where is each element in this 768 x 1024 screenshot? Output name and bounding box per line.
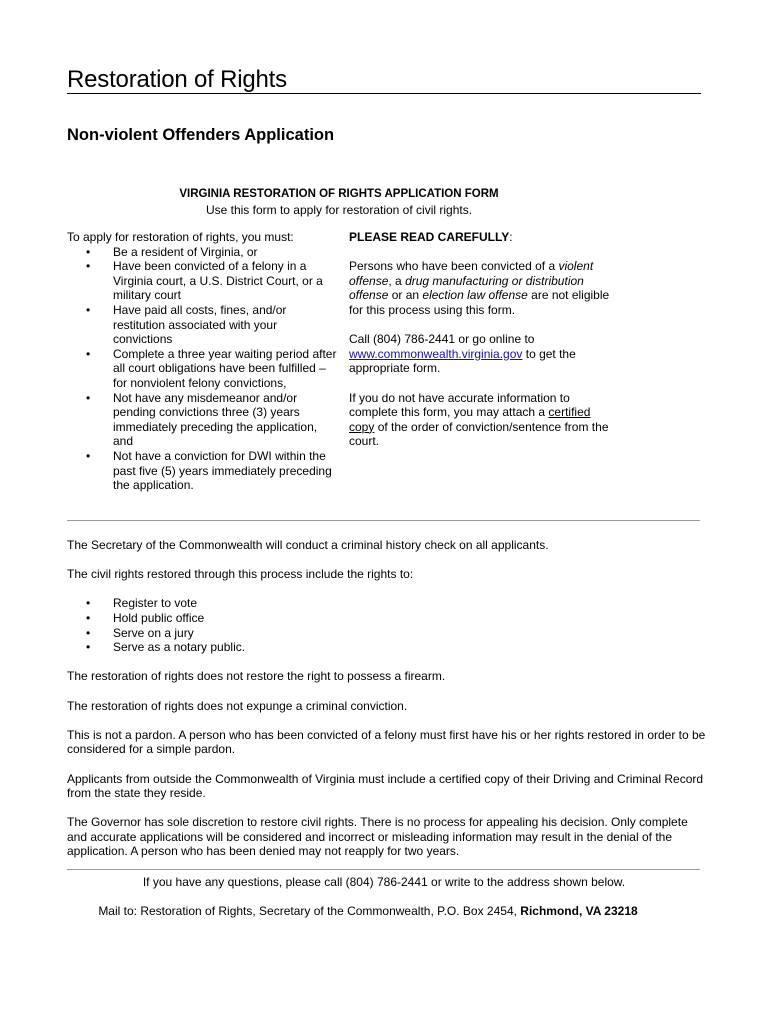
mail-city: Richmond, VA 23218 [520, 904, 638, 918]
notice-heading-text: PLEASE READ CAREFULLY [349, 230, 510, 244]
body-paragraph: The Governor has sole discretion to restore civil rights. There is no process for appealing his decision. Only complete and accurate applications will be considered and incorrect or misleading information may result in the denial of the application. A person who has been denied may not reapply for two years. [67, 815, 688, 859]
requirement-item [67, 347, 337, 391]
certified-copy-term: certified copy [349, 405, 591, 434]
requirement-item [67, 303, 337, 347]
rights-text: Register to vote [113, 596, 198, 611]
requirements-list [67, 245, 337, 493]
notice-text: are not eligible for this process using this form. [349, 288, 610, 317]
body-paragraph: Applicants from outside the Commonwealth of Virginia must include a certified copy of their Driving and Criminal Record from the state they reside. [67, 771, 704, 801]
violent-offense-term: violent offense [349, 259, 594, 288]
rights-item [67, 640, 707, 655]
section-divider [67, 520, 700, 521]
form-heading: VIRGINIA RESTORATION OF RIGHTS APPLICATION FORM [179, 188, 499, 200]
notice-contact [349, 332, 614, 376]
drug-offense-term: drug manufacturing or distribution offense [349, 273, 584, 303]
footer-divider [67, 869, 700, 870]
rights-text: Hold public office [113, 610, 205, 625]
bullet-icon: • [86, 259, 91, 274]
notice-text: Persons who have been convicted of a [349, 259, 559, 274]
body-paragraph: The restoration of rights does not expunge a criminal conviction. [67, 698, 408, 713]
page-subtitle: Non-violent Offenders Application [67, 126, 335, 144]
bullet-icon: • [86, 346, 91, 361]
bullet-icon: • [86, 390, 91, 405]
notice-heading-colon: : [509, 230, 513, 244]
main-body [67, 538, 707, 874]
footer-mailing-address [0, 903, 736, 919]
commonwealth-website-link[interactable]: www.commonwealth.virginia.gov [349, 346, 523, 361]
notice-certified-copy [349, 391, 614, 449]
notice-text: or an [388, 288, 423, 303]
bullet-icon: • [86, 448, 91, 463]
notice-text: to get the appropriate form. [349, 346, 576, 376]
bullet-icon: • [86, 610, 91, 625]
requirement-item [67, 391, 337, 449]
requirement-text: Have been convicted of a felony in a Virginia court, a U.S. District Court, or a military court [113, 259, 323, 303]
rights-item [67, 611, 707, 626]
notice-text: , a [388, 273, 406, 288]
body-paragraph: The Secretary of the Commonwealth will conduct a criminal history check on all applicants. [67, 538, 549, 552]
notice-column [349, 230, 614, 464]
election-offense-term: election law offense [422, 288, 528, 303]
notice-ineligible [349, 259, 614, 317]
requirement-text: Complete a three year waiting period after all court obligations have been fulfilled – for nonviolent felony convictions, [113, 346, 337, 390]
bullet-icon: • [86, 302, 91, 317]
requirement-item [67, 449, 337, 493]
notice-text: If you do not have accurate information to complete this form, you may attach a [349, 390, 570, 420]
requirement-item [67, 245, 337, 260]
rights-item [67, 596, 707, 611]
rights-text: Serve on a jury [113, 625, 194, 640]
requirements-column [67, 230, 337, 493]
form-subheading: Use this form to apply for restoration of civil rights. [205, 203, 473, 217]
notice-text: of the order of conviction/sentence from the court. [349, 419, 609, 449]
rights-text: Serve as a notary public. [113, 640, 246, 655]
notice-text: Call (804) 786-2441 or go online to [349, 332, 535, 347]
notice-heading [349, 230, 614, 245]
requirement-text: Have paid all costs, fines, and/or restitution associated with your convictions [113, 302, 287, 347]
bullet-icon: • [86, 625, 91, 640]
page-title: Restoration of Rights [67, 66, 287, 93]
footer-questions: If you have any questions, please call (804) 786-2441 or write to the address shown below. [142, 875, 626, 889]
body-paragraph: The civil rights restored through this process include the rights to: [67, 567, 414, 582]
rights-item [67, 626, 707, 641]
requirement-item [67, 259, 337, 303]
bullet-icon: • [86, 244, 91, 259]
requirement-text: Not have a conviction for DWI within the past five (5) years immediately preceding the application. [113, 448, 332, 493]
mail-prefix: Mail to: Restoration of Rights, Secretary of the Commonwealth, P.O. Box 2454, [98, 904, 521, 918]
rights-list [67, 596, 707, 654]
bullet-icon: • [86, 596, 91, 611]
body-paragraph: This is not a pardon. A person who has been convicted of a felony must first have his or her rights restored in order to be considered for a simple pardon. [67, 727, 706, 757]
requirement-text: Be a resident of Virginia, or [113, 244, 258, 259]
bullet-icon: • [86, 640, 91, 655]
requirements-intro: To apply for restoration of rights, you must: [67, 230, 294, 244]
title-divider [67, 93, 701, 94]
body-paragraph: The restoration of rights does not restore the right to possess a firearm. [67, 669, 446, 684]
requirement-text: Not have any misdemeanor and/or pending convictions three (3) years immediately preceding the application, and [113, 390, 318, 449]
